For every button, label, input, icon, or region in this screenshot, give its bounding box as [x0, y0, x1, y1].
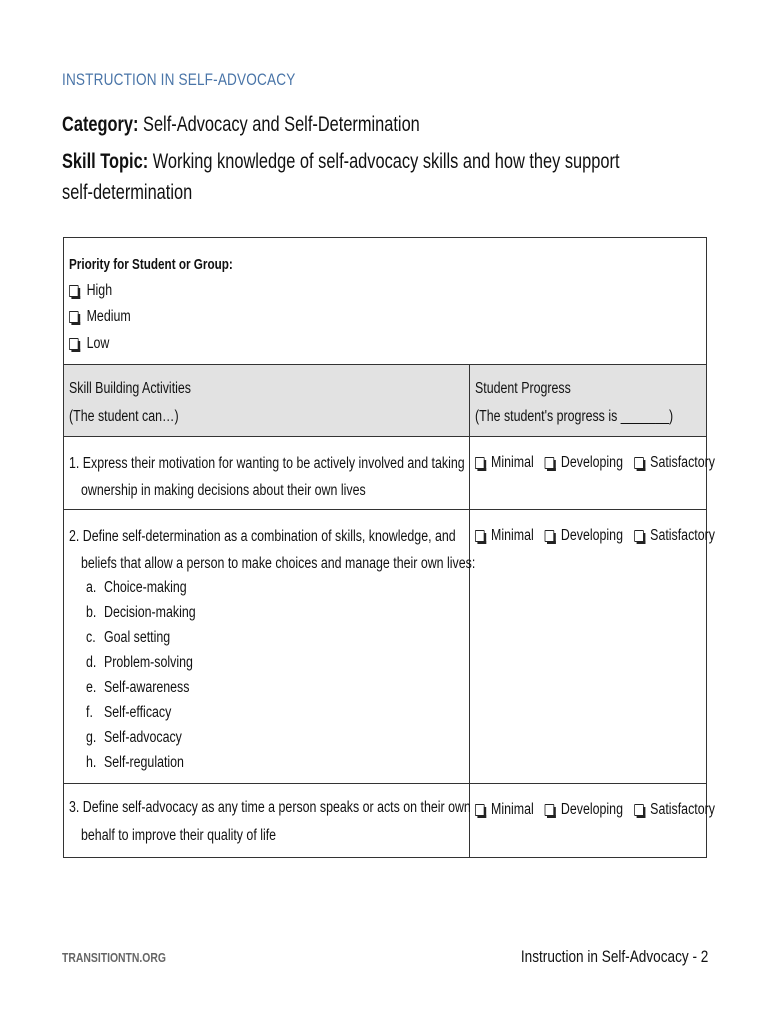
list-item: Problem-solving — [104, 654, 193, 671]
activity-line: ownership in making decisions about their own lives — [81, 482, 366, 499]
priority-option-label: Medium — [86, 308, 131, 325]
table-row — [64, 437, 715, 510]
list-item-marker: h. — [86, 754, 97, 771]
activity-line: 1. Express their motivation for wanting to be actively involved and taking — [69, 455, 465, 472]
list-item: Choice-making — [104, 579, 187, 596]
progress-satisfactory-label: Satisfactory — [650, 527, 715, 544]
skill-topic-line — [62, 146, 639, 208]
table-header-row — [64, 365, 706, 437]
progress-developing-label: Developing — [560, 801, 623, 818]
checkbox-icon[interactable] — [545, 530, 555, 542]
priority-option-high[interactable] — [69, 282, 112, 300]
priority-label: Priority for Student or Group: — [69, 256, 233, 273]
checkbox-icon[interactable] — [475, 457, 485, 469]
list-item: Goal setting — [104, 629, 171, 646]
activity-line: beliefs that allow a person to make choices and manage their own lives: — [81, 555, 476, 572]
list-item-marker: a. — [86, 579, 97, 596]
table-row — [64, 510, 715, 784]
table-row — [64, 784, 715, 857]
progress-developing-label: Developing — [560, 454, 623, 471]
priority-option-low[interactable] — [69, 335, 109, 353]
checkbox-icon[interactable] — [475, 804, 485, 816]
col-progress-header: Student Progress — [475, 380, 571, 397]
skill-topic-label: Skill Topic: — [62, 150, 149, 173]
progress-developing-label: Developing — [560, 527, 623, 544]
progress-minimal-label: Minimal — [491, 454, 534, 471]
skill-topic-value: Working knowledge of self-advocacy skills and how they support self-determination — [62, 150, 620, 204]
progress-options — [475, 801, 715, 819]
progress-satisfactory-label: Satisfactory — [650, 801, 715, 818]
activity-line: behalf to improve their quality of life — [81, 827, 277, 844]
priority-option-medium[interactable] — [69, 308, 131, 326]
list-item: Self-regulation — [104, 754, 184, 771]
list-item: Decision-making — [104, 604, 196, 621]
document-header-title: INSTRUCTION IN SELF-ADVOCACY — [62, 70, 296, 89]
checkbox-icon[interactable] — [545, 457, 555, 469]
skills-table — [63, 237, 715, 858]
activity-line: 3. Define self-advocacy as any time a person speaks or acts on their own — [69, 799, 471, 816]
progress-options — [475, 454, 715, 472]
list-item: Self-advocacy — [104, 729, 182, 746]
priority-option-label: High — [86, 282, 113, 299]
progress-satisfactory-label: Satisfactory — [650, 454, 715, 471]
list-item-marker: f. — [86, 704, 93, 721]
col-activities-header: Skill Building Activities — [69, 380, 191, 397]
col-activities-subheader: (The student can…) — [69, 408, 179, 425]
category-value: Self-Advocacy and Self-Determination — [143, 113, 420, 136]
list-item-marker: e. — [86, 679, 97, 696]
priority-section — [64, 238, 706, 365]
list-item: Self-efficacy — [104, 704, 172, 721]
list-item-marker: c. — [86, 629, 96, 646]
footer-page-label: Instruction in Self-Advocacy - 2 — [520, 947, 708, 966]
checkbox-icon[interactable] — [545, 804, 555, 816]
checkbox-icon[interactable] — [475, 530, 485, 542]
checkbox-icon[interactable] — [634, 530, 644, 542]
progress-minimal-label: Minimal — [491, 527, 534, 544]
category-line — [62, 113, 420, 137]
checkbox-icon[interactable] — [634, 804, 644, 816]
activity-line: 2. Define self-determination as a combination of skills, knowledge, and — [69, 528, 456, 545]
checkbox-icon[interactable] — [69, 311, 79, 323]
checkbox-icon[interactable] — [634, 457, 644, 469]
category-label: Category: — [62, 113, 139, 136]
list-item-marker: b. — [86, 604, 97, 621]
list-item-marker: d. — [86, 654, 97, 671]
progress-minimal-label: Minimal — [491, 801, 534, 818]
checkbox-icon[interactable] — [69, 338, 79, 350]
priority-option-label: Low — [86, 335, 110, 352]
col-progress-subheader: (The student's progress is _______) — [475, 408, 674, 425]
footer-site-link[interactable]: TRANSITIONTN.ORG — [62, 950, 166, 965]
list-item: Self-awareness — [104, 679, 190, 696]
list-item-marker: g. — [86, 729, 97, 746]
progress-options — [475, 527, 715, 545]
checkbox-icon[interactable] — [69, 285, 79, 297]
